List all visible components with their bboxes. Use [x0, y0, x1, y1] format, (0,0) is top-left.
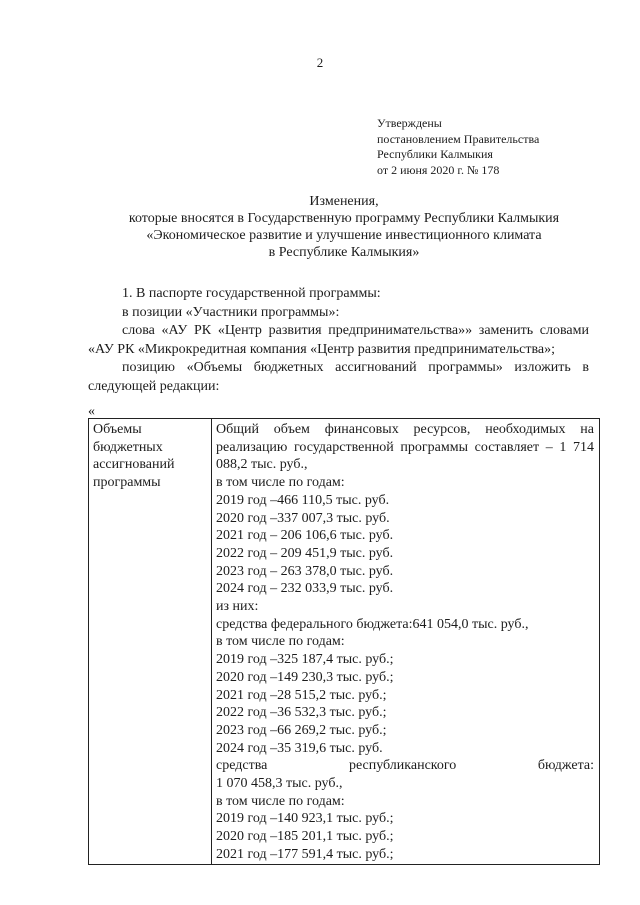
federal-year-line: 2021 год –28 515,2 тыс. руб.; [216, 687, 387, 703]
republic-word: средства [216, 758, 268, 774]
table-value-cell [212, 419, 600, 865]
by-years-heading: в том числе по годам: [216, 475, 345, 491]
republic-amount: 1 070 458,3 тыс. руб., [216, 776, 343, 792]
republic-label [216, 757, 594, 775]
approval-line: Утверждены [377, 116, 442, 130]
republic-word: бюджета: [537, 758, 594, 774]
approval-line: Республики Калмыкия [377, 147, 493, 161]
total-year-line: 2020 год –337 007,3 тыс. руб. [216, 510, 390, 526]
republic-year-line: 2020 год –185 201,1 тыс. руб.; [216, 829, 394, 845]
approval-line: постановлением Правительства [377, 131, 540, 146]
approval-line: от 2 июня 2020 г. № 178 [377, 162, 500, 177]
federal-total: средства федерального бюджета:641 054,0 тыс. руб., [216, 616, 529, 632]
paragraph: в позиции «Участники программы»: [122, 304, 340, 320]
total-year-line: 2019 год –466 110,5 тыс. руб. [216, 492, 390, 508]
federal-year-line: 2024 год –35 319,6 тыс. руб. [216, 740, 383, 756]
page-number: 2 [316, 55, 324, 70]
document-body [88, 285, 589, 396]
federal-year-line: 2022 год –36 532,3 тыс. руб.; [216, 705, 387, 721]
republic-word: республиканского [348, 758, 457, 774]
paragraph: слова «АУ РК «Центр развития предпринимательства»» заменить словами «АУ РК «Микрокредитная компания «Центр развития предпринимательства»; [88, 323, 589, 357]
total-year-line: 2023 год – 263 378,0 тыс. руб. [216, 563, 394, 579]
federal-year-line: 2020 год –149 230,3 тыс. руб.; [216, 669, 394, 685]
federal-year-line: 2023 год –66 269,2 тыс. руб.; [216, 722, 387, 738]
republic-year-line: 2019 год –140 923,1 тыс. руб.; [216, 811, 394, 827]
total-year-line: 2024 год – 232 033,9 тыс. руб. [216, 581, 394, 597]
table-row [89, 419, 600, 865]
total-year-line: 2022 год – 209 451,9 тыс. руб. [216, 545, 394, 561]
table-label-cell: Объемы бюджетных ассигнований программы [89, 419, 212, 865]
approval-block [377, 116, 539, 178]
by-years-heading: в том числе по годам: [216, 793, 345, 809]
total-intro: Общий объем финансовых ресурсов, необходимых на реализацию государственной программы составляет – 1 714 088,2 тыс. руб., [216, 422, 594, 473]
paragraph: 1. В паспорте государственной программы: [122, 286, 381, 301]
by-years-heading: в том числе по годам: [216, 634, 345, 650]
title-line: в Республике Калмыкия» [268, 245, 420, 260]
title-line: которые вносятся в Государственную программу Республики Калмыкия [128, 211, 560, 226]
opening-quote: « [88, 404, 95, 419]
federal-year-line: 2019 год –325 187,4 тыс. руб.; [216, 652, 394, 668]
republic-year-line: 2021 год –177 591,4 тыс. руб.; [216, 846, 394, 862]
title-line: «Экономическое развитие и улучшение инвестиционного климата [146, 228, 542, 243]
of-them-label: из них: [216, 599, 259, 615]
title-line: Изменения, [309, 194, 379, 209]
total-year-line: 2021 год – 206 106,6 тыс. руб. [216, 528, 394, 544]
paragraph: позицию «Объемы бюджетных ассигнований программы» изложить в следующей редакции: [88, 360, 589, 394]
budget-table [88, 418, 600, 865]
document-title [88, 193, 600, 261]
